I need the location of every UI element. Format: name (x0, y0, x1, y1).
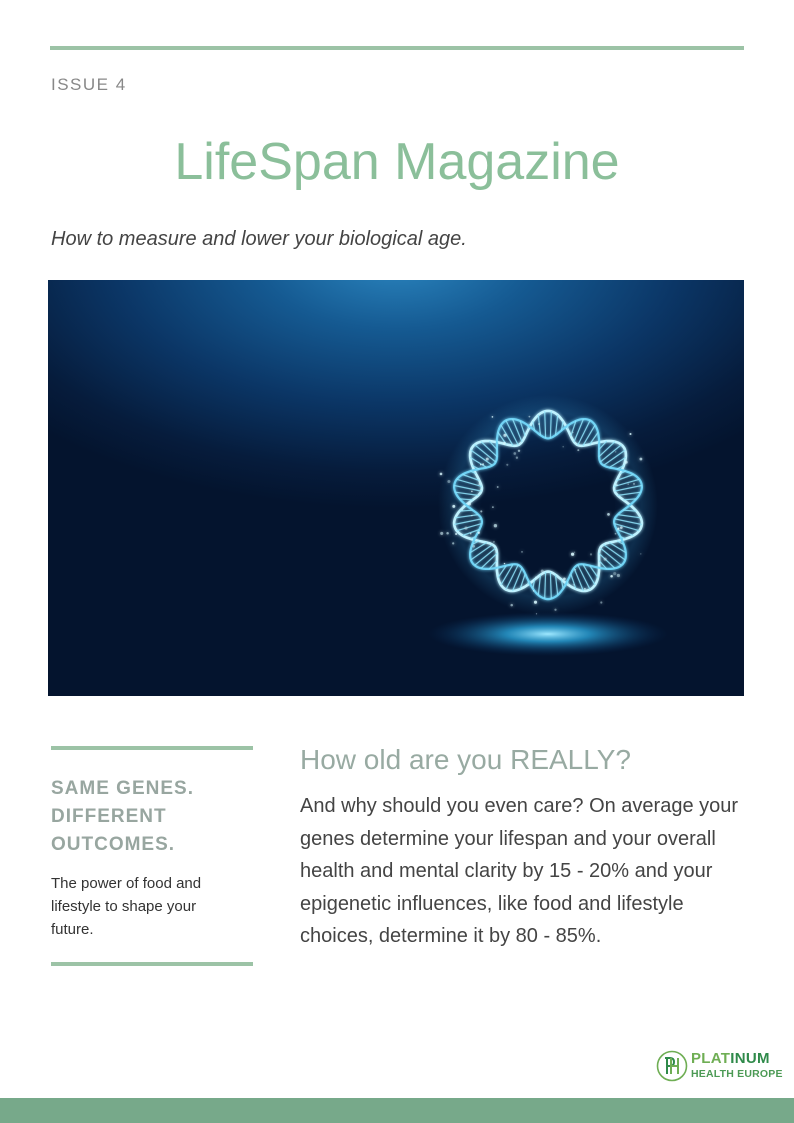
sparkle-particle (572, 432, 573, 433)
sparkle-particle (628, 483, 629, 484)
top-divider (50, 46, 744, 50)
sparkle-particle (480, 510, 482, 512)
sparkle-particle (468, 502, 471, 505)
sparkle-particle (617, 528, 619, 530)
sparkle-particle (616, 484, 618, 486)
sparkle-particle (541, 569, 544, 572)
sparkle-particle (633, 483, 635, 485)
sparkle-particle (506, 464, 508, 466)
sparkle-particle (534, 601, 537, 604)
sidebar-text: The power of food and lifestyle to shape your future. (51, 875, 202, 938)
sidebar-heading-line: SAME GENES. (51, 778, 194, 799)
sparkle-particle (533, 590, 535, 592)
sparkle-particle (480, 488, 482, 490)
sparkle-particle (610, 575, 613, 578)
sparkle-particle (574, 552, 575, 553)
logo-tagline: HEALTH EUROPE (691, 1068, 783, 1080)
sparkle-particle (447, 480, 450, 483)
issue-label: ISSUE 4 (51, 75, 127, 94)
sparkle-particle (600, 601, 602, 603)
sidebar-top-divider (51, 746, 253, 750)
sidebar-heading-line: DIFFERENT (51, 806, 167, 827)
floor-glow (428, 612, 668, 656)
sparkle-particle (462, 509, 463, 510)
sidebar-heading (51, 775, 251, 859)
sparkle-particle (492, 416, 494, 418)
sparkle-particle (584, 588, 586, 590)
sparkle-particle (510, 604, 513, 607)
magazine-title: LifeSpan Magazine (174, 133, 620, 191)
sparkle-particle (518, 450, 520, 452)
sparkle-particle (573, 584, 575, 586)
sparkle-particle (440, 532, 443, 535)
sparkle-particle (521, 551, 522, 552)
sparkle-particle (536, 613, 537, 614)
sparkle-particle (440, 473, 443, 476)
sparkle-particle (577, 449, 579, 451)
sparkle-particle (497, 486, 499, 488)
sparkle-particle (504, 563, 505, 564)
sparkle-particle (615, 533, 617, 535)
sparkle-particle (535, 576, 537, 578)
sparkle-particle (472, 545, 475, 548)
sparkle-particle (613, 572, 616, 575)
sparkle-particle (493, 541, 495, 543)
sidebar-heading-line: OUTCOMES. (51, 834, 176, 855)
sparkle-particle (571, 553, 574, 556)
ph-monogram-icon (656, 1050, 688, 1082)
sparkle-particle (620, 526, 623, 529)
sparkle-particle (538, 423, 540, 425)
sparkle-particle (640, 553, 641, 554)
sparkle-particle (607, 513, 610, 516)
logo-wordmark-part: INUM (730, 1050, 770, 1067)
sparkle-particle (455, 533, 457, 535)
sparkle-particle (503, 442, 506, 445)
sparkle-particle (478, 532, 480, 534)
sparkle-particle (446, 532, 449, 535)
sparkle-particle (452, 505, 455, 508)
sparkle-particle (471, 491, 472, 492)
dna-ring-illustration (48, 280, 744, 696)
sparkle-particle (482, 463, 484, 465)
sparkle-particle (494, 524, 497, 527)
sparkle-particle (617, 574, 620, 577)
sparkle-particle (492, 506, 494, 508)
sparkle-particle (471, 515, 472, 516)
logo-wordmark (691, 1050, 770, 1067)
sparkle-particle (464, 527, 467, 530)
sparkle-particle (554, 609, 556, 611)
sparkle-particle (470, 533, 471, 534)
hero-image (48, 280, 744, 696)
sparkle-particle (615, 451, 616, 452)
sparkle-particle (513, 452, 516, 455)
sparkle-particle (590, 553, 592, 555)
sparkle-particle (603, 557, 606, 560)
platinum-health-logo (656, 1048, 783, 1084)
logo-wordmark-part: PLAT (691, 1050, 731, 1067)
footer-band (0, 1098, 794, 1123)
sparkle-particle (479, 483, 481, 485)
sparkle-particle (625, 461, 628, 464)
sparkle-particle (562, 446, 564, 448)
sparkle-particle (486, 458, 489, 461)
magazine-subtitle: How to measure and lower your biological age. (51, 228, 467, 250)
sparkle-particle (529, 416, 531, 418)
sparkle-particle (480, 464, 481, 465)
sparkle-particle (563, 577, 566, 580)
sparkle-particle (629, 433, 631, 435)
sparkle-particle (503, 434, 506, 437)
article-body: And why should you even care? On average your genes determine your lifespan and your overall health and mental clarity by 15 - 20% and your epigenetic influences, like food and lifestyle choices, determine it by 80 - 85%. (300, 795, 739, 947)
sparkle-particle (639, 458, 642, 461)
sparkle-particle (516, 457, 518, 459)
sparkle-particle (452, 542, 454, 544)
article-heading: How old are you REALLY? (300, 744, 631, 775)
sparkle-particle (575, 569, 576, 570)
sidebar-bottom-divider (51, 962, 253, 966)
